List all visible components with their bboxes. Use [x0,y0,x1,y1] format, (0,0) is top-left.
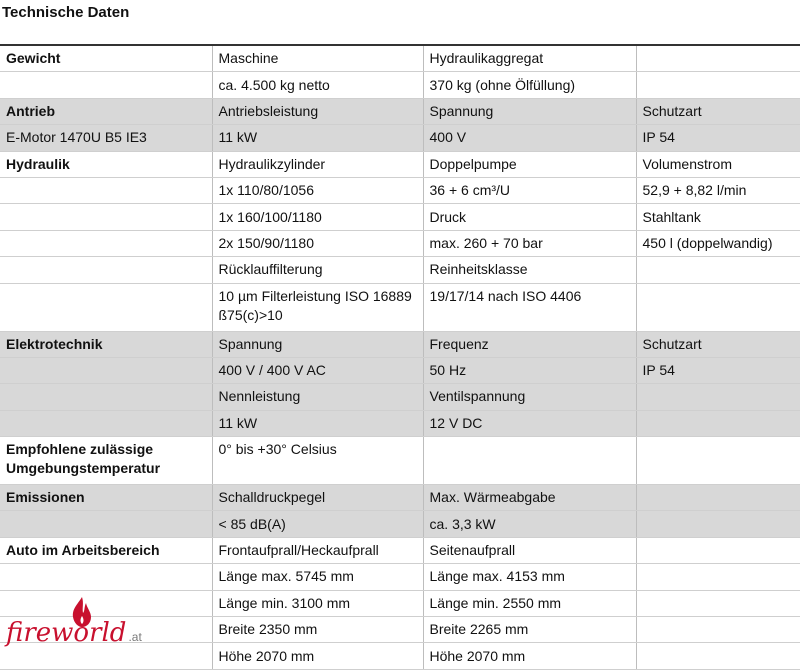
table-cell [0,230,212,256]
table-cell: Elektrotechnik [0,331,212,357]
table-cell [0,410,212,436]
table-cell: Doppelpumpe [423,151,636,177]
table-cell [636,437,800,485]
table-cell: Nennleistung [212,384,423,410]
table-cell: 12 V DC [423,410,636,436]
table-cell: Emissionen [0,485,212,511]
table-cell: Auto im Arbeitsbereich [0,537,212,563]
table-cell: Länge min. 3100 mm [212,590,423,616]
table-cell: 50 Hz [423,357,636,383]
table-row [0,410,800,436]
table-cell: Spannung [212,331,423,357]
table-cell: Antriebsleistung [212,98,423,124]
table-cell: Volumenstrom [636,151,800,177]
table-cell: Gewicht [0,45,212,72]
table-cell: Maschine [212,45,423,72]
table-cell: Breite 2265 mm [423,617,636,643]
table-cell: Ventilspannung [423,384,636,410]
table-cell: 400 V [423,125,636,151]
table-cell: Höhe 2070 mm [423,643,636,669]
table-cell [636,590,800,616]
table-cell: IP 54 [636,357,800,383]
table-cell: Hydraulik [0,151,212,177]
spec-table [0,44,800,670]
fireworld-logo [6,596,166,650]
table-cell [636,485,800,511]
table-cell: Länge max. 4153 mm [423,564,636,590]
table-row [0,204,800,230]
table-cell: 1x 110/80/1056 [212,177,423,203]
table-cell: Stahltank [636,204,800,230]
table-cell [0,72,212,98]
table-cell: Hydraulikaggregat [423,45,636,72]
table-cell [636,384,800,410]
table-cell: Empfohlene zulässige Umgebungstemperatur [0,437,212,485]
table-cell: Breite 2350 mm [212,617,423,643]
table-row [0,331,800,357]
logo-wordmark: fireworld .at [6,618,142,648]
table-cell [0,357,212,383]
table-row [0,511,800,537]
table-cell: 10 µm Filterleistung ISO 16889 ß75(c)>10 [212,283,423,331]
table-row [0,45,800,72]
table-cell: Rücklauffilterung [212,257,423,283]
table-cell: ca. 3,3 kW [423,511,636,537]
table-cell: Länge max. 5745 mm [212,564,423,590]
table-cell [636,45,800,72]
table-cell: 19/17/14 nach ISO 4406 [423,283,636,331]
table-row [0,485,800,511]
table-cell: ca. 4.500 kg netto [212,72,423,98]
table-cell: Schalldruckpegel [212,485,423,511]
table-cell [0,384,212,410]
table-row [0,564,800,590]
table-row [0,357,800,383]
table-cell: E-Motor 1470U B5 IE3 [0,125,212,151]
table-cell: 450 l (doppelwandig) [636,230,800,256]
table-cell: 0° bis +30° Celsius [212,437,423,485]
table-row [0,98,800,124]
table-cell: Seitenaufprall [423,537,636,563]
table-cell [636,643,800,669]
table-cell: Schutzart [636,98,800,124]
table-cell [423,437,636,485]
table-row [0,177,800,203]
table-cell: Reinheitsklasse [423,257,636,283]
table-row [0,72,800,98]
table-cell: Höhe 2070 mm [212,643,423,669]
table-cell [636,410,800,436]
table-cell [636,283,800,331]
table-cell: Frequenz [423,331,636,357]
table-row [0,230,800,256]
table-cell [0,564,212,590]
table-row [0,283,800,331]
table-cell: IP 54 [636,125,800,151]
table-cell [636,537,800,563]
table-cell [0,204,212,230]
table-cell: 52,9 + 8,82 l/min [636,177,800,203]
table-row [0,437,800,485]
table-row [0,125,800,151]
table-cell: Druck [423,204,636,230]
table-cell: Hydraulikzylinder [212,151,423,177]
table-cell [0,257,212,283]
table-cell [0,177,212,203]
table-row [0,151,800,177]
table-cell [0,283,212,331]
table-cell: 400 V / 400 V AC [212,357,423,383]
table-cell [636,564,800,590]
table-cell: Antrieb [0,98,212,124]
table-cell: 370 kg (ohne Ölfüllung) [423,72,636,98]
table-cell: 11 kW [212,125,423,151]
table-cell [636,617,800,643]
table-cell: Schutzart [636,331,800,357]
table-cell [636,257,800,283]
table-cell: Spannung [423,98,636,124]
table-cell: 36 + 6 cm³/U [423,177,636,203]
table-cell: max. 260 + 70 bar [423,230,636,256]
table-cell: < 85 dB(A) [212,511,423,537]
table-row [0,384,800,410]
table-cell: Frontaufprall/Heckaufprall [212,537,423,563]
table-cell: 1x 160/100/1180 [212,204,423,230]
table-cell: Länge min. 2550 mm [423,590,636,616]
table-cell: 11 kW [212,410,423,436]
table-cell [636,72,800,98]
table-cell [636,511,800,537]
table-cell: Max. Wärmeabgabe [423,485,636,511]
table-cell [0,511,212,537]
page-title: Technische Daten [2,4,130,21]
table-row [0,537,800,563]
table-cell: 2x 150/90/1180 [212,230,423,256]
table-row [0,257,800,283]
